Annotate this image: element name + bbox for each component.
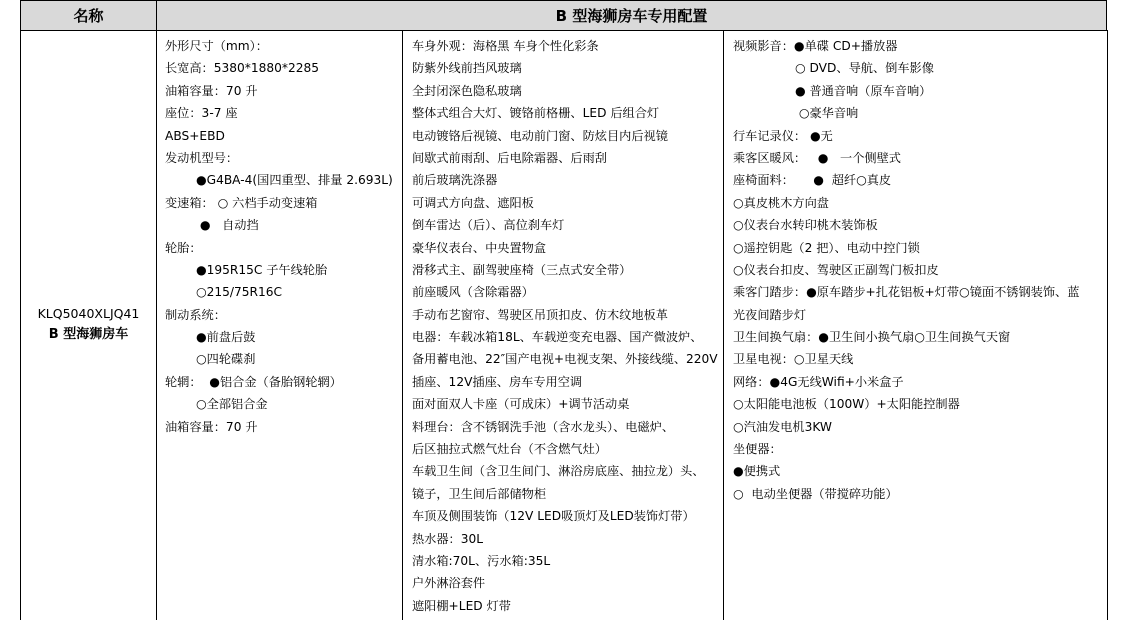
- header-title-cell: [156, 0, 1107, 31]
- spec-line: 电器：车载冰箱18L、车载逆变充电器、国产微波炉、: [412, 330, 703, 345]
- spec-line: 全封闭深色隐私玻璃: [412, 83, 522, 98]
- spec-line: 豪华仪表台、中央置物盒: [412, 240, 547, 255]
- spec-line: 外形尺寸（mm）：: [165, 39, 268, 53]
- spec-line: 乘客门踏步：●原车踏步+扎花铝板+灯带○镜面不锈钢装饰、蓝: [733, 285, 1080, 300]
- spec-list-body: [412, 35, 720, 617]
- spec-line: 手动布艺窗帘、驾驶区吊顶扣皮、仿木纹地板革: [412, 307, 668, 322]
- spec-line: 长宽高：5380*1880*2285: [165, 61, 319, 76]
- spec-line: 变速箱： ○ 六档手动变速箱: [165, 195, 318, 210]
- model-cell: [20, 30, 157, 620]
- spec-line: ○ DVD、导航、倒车影像: [733, 61, 934, 76]
- spec-line: 可调式方向盘、遮阳板: [412, 195, 534, 210]
- spec-line: 车身外观：海格黑 车身个性化彩条: [412, 39, 599, 53]
- spec-line: ○仪表台扣皮、驾驶区正副驾门板扣皮: [733, 262, 939, 277]
- spec-line: 插座、12V插座、房车专用空调: [412, 374, 583, 389]
- spec-line: ○遥控钥匙（2 把）、电动中控门锁: [733, 240, 920, 255]
- spec-line: 乘客区暖风： ● 一个侧壁式: [733, 150, 901, 165]
- model-code: KLQ5040XLJQ41: [37, 306, 140, 321]
- spec-line: ○太阳能电池板（100W）+太阳能控制器: [733, 397, 960, 412]
- spec-line: 网络：●4G无线Wifi+小米盒子: [733, 374, 904, 389]
- spec-line: 倒车雷达（后）、高位刹车灯: [412, 218, 565, 233]
- model-name: B 型海狮房车: [48, 327, 129, 342]
- spec-line: 制动系统：: [165, 307, 226, 322]
- spec-column-body: [402, 30, 724, 620]
- spec-line: ○ 电动坐便器（带搅碎功能）: [733, 486, 898, 501]
- spec-line: 坐便器：: [733, 442, 782, 457]
- spec-line: 座位：3-7 座: [165, 106, 238, 121]
- spec-line: 轮胎：: [165, 240, 202, 255]
- spec-line: 面对面双人卡座（可成床）+调节活动桌: [412, 397, 630, 412]
- spec-column-basic: [156, 30, 403, 620]
- spec-line: 卫星电视：○卫星天线: [733, 352, 854, 367]
- spec-line: 行车记录仪： ●无: [733, 128, 833, 143]
- spec-line: 间歇式前雨刮、后电除霜器、后雨刮: [412, 150, 607, 165]
- spec-line: ● 自动挡: [165, 218, 259, 233]
- spec-line: ●195R15C 子午线轮胎: [165, 262, 328, 277]
- spec-line: 车载卫生间（含卫生间门、淋浴房底座、抽拉龙）头、: [412, 464, 705, 479]
- spec-line: ABS+EBD: [165, 128, 225, 143]
- spec-line: 整体式组合大灯、镀铬前格栅、LED 后组合灯: [412, 106, 660, 121]
- spec-line: 前座暖风（含除霜器）: [412, 285, 534, 300]
- spec-line: ○汽油发电机3KW: [733, 419, 832, 434]
- spec-line: 户外淋浴套件: [412, 576, 486, 591]
- header-title: B 型海狮房车专用配置: [555, 7, 708, 25]
- spec-line: 油箱容量：70 升: [165, 83, 258, 98]
- header-name-cell: [20, 0, 157, 31]
- spec-line: 视频影音：●单碟 CD+播放器: [733, 39, 898, 53]
- spec-line: 镜子，卫生间后部储物柜: [412, 486, 547, 501]
- spec-line: ●前盘后鼓: [165, 330, 256, 345]
- spec-line: ●G4BA-4(国四重型、排量 2.693L): [165, 173, 393, 188]
- spec-line: 滑移式主、副驾驶座椅（三点式安全带）: [412, 262, 632, 277]
- spec-line: 车顶及侧围装饰（12V LED吸顶灯及LED装饰灯带）: [412, 509, 695, 524]
- spec-line: ● 普通音响（原车音响）: [733, 83, 932, 98]
- spec-line: ○四轮碟刹: [165, 352, 256, 367]
- spec-line: ●便携式: [733, 464, 781, 479]
- spec-list-options: [733, 35, 1103, 505]
- spec-line: 后区抽拉式燃气灶台（不含燃气灶）: [412, 442, 607, 457]
- spec-line: ○豪华音响: [733, 106, 859, 121]
- spec-line: ○215/75R16C: [165, 285, 282, 300]
- spec-line: 发动机型号：: [165, 150, 239, 165]
- spec-line: 热水器：30L: [412, 531, 484, 546]
- spec-line: 防紫外线前挡风玻璃: [412, 61, 522, 76]
- spec-line: ○仪表台水转印桃木装饰板: [733, 218, 878, 233]
- spec-line: 光夜间踏步灯: [733, 307, 807, 322]
- header-name-label: 名称: [73, 7, 104, 25]
- spec-column-options: [723, 30, 1108, 620]
- spec-line: 电动镀铬后视镜、电动前门窗、防炫目内后视镜: [412, 128, 668, 143]
- spec-line: 轮辋： ●铝合金（备胎钢轮辋）: [165, 374, 342, 389]
- spec-line: 遮阳棚+LED 灯带: [412, 598, 511, 613]
- spec-line: 卫生间换气扇：●卫生间小换气扇○卫生间换气天窗: [733, 330, 1011, 345]
- spec-line: 清水箱:70L、污水箱:35L: [412, 553, 551, 568]
- spec-line: 料理台：含不锈钢洗手池（含水龙头）、电磁炉、: [412, 419, 675, 434]
- spec-line: 备用蓄电池、22″国产电视+电视支架、外接线缆、220V: [412, 352, 718, 367]
- spec-line: 油箱容量：70 升: [165, 419, 258, 434]
- spec-line: ○全部铝合金: [165, 397, 268, 412]
- spec-line: 前后玻璃洗涤器: [412, 173, 498, 188]
- spec-list-basic: [165, 35, 399, 438]
- spec-line: 座椅面料： ● 超纤○真皮: [733, 173, 892, 188]
- spec-line: ○真皮桃木方向盘: [733, 195, 829, 210]
